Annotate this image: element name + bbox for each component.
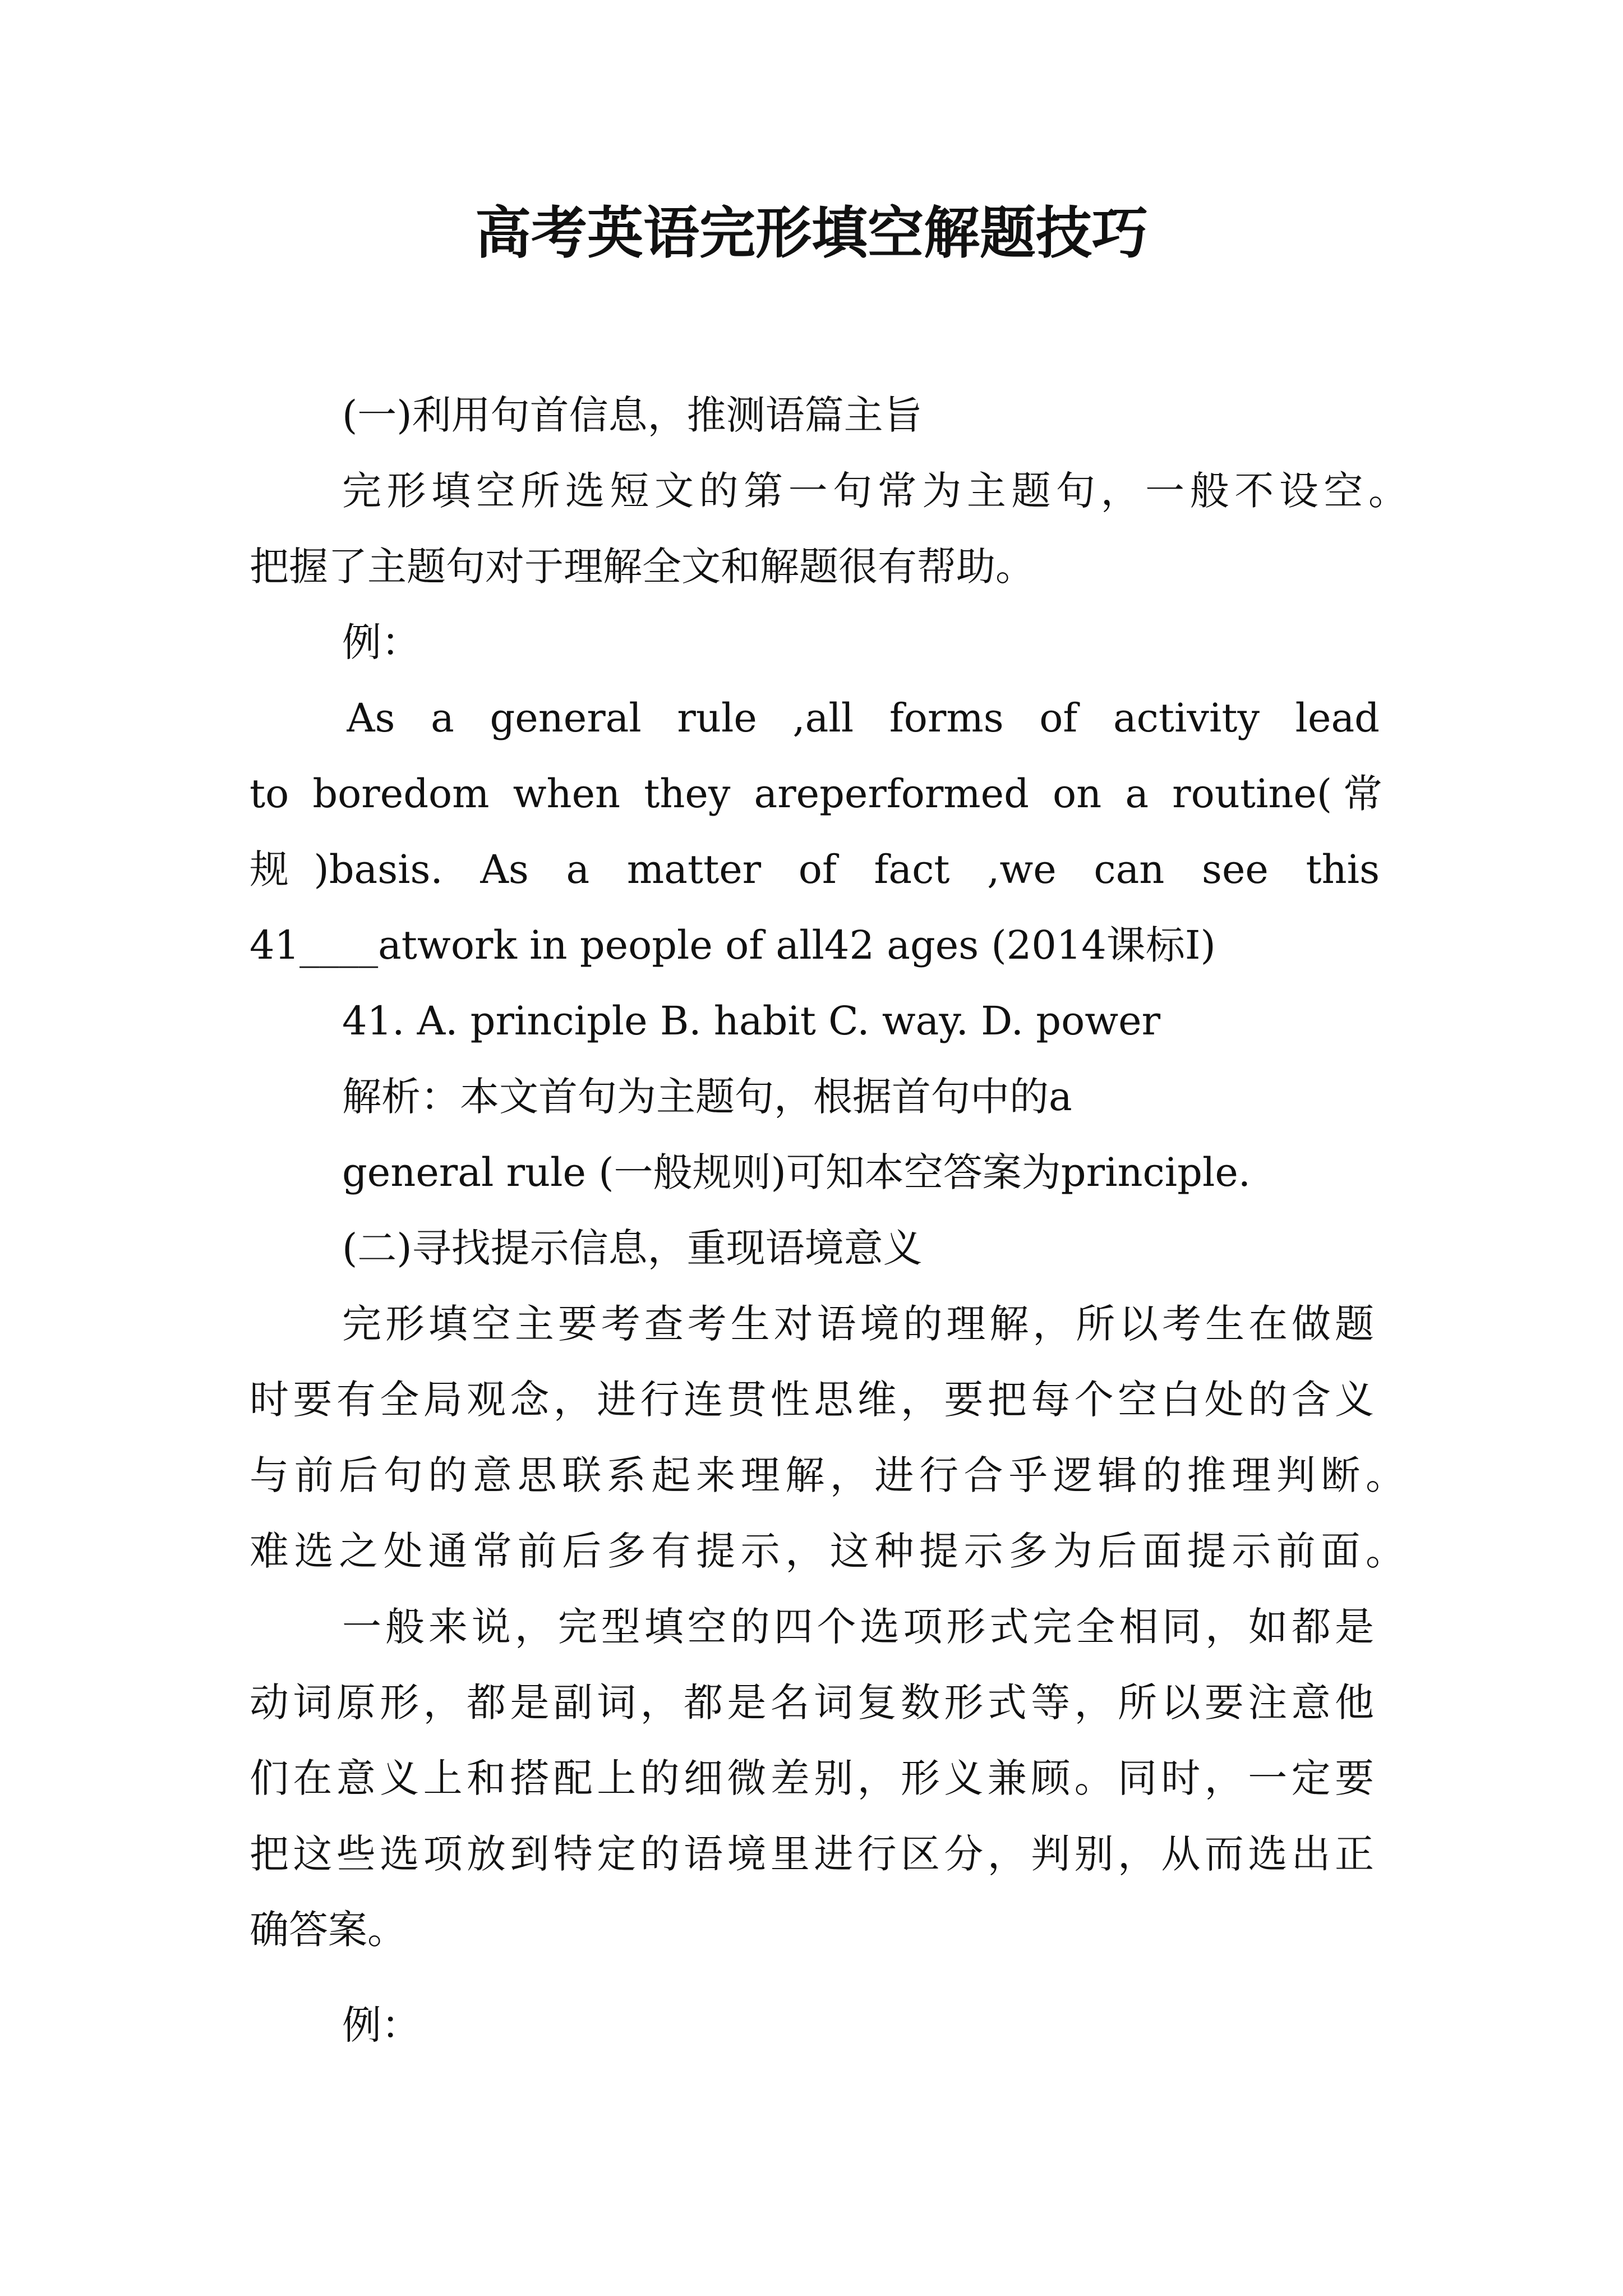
- example-line: As a general rule ,all forms of activity lead: [347, 695, 1380, 741]
- paragraph-line: 难选之处通常前后多有提示，这种提示多为后面提示前面。: [250, 1528, 1405, 1574]
- paragraph-line: 把握了主题句对于理解全文和解题很有帮助。: [250, 544, 1035, 590]
- analysis-line: general rule (一般规则)可知本空答案为principle.: [342, 1149, 1251, 1195]
- paragraph-line: 与前后句的意思联系起来理解，进行合乎逻辑的推理判断。: [250, 1452, 1405, 1498]
- paragraph-line: 确答案。: [250, 1907, 407, 1953]
- example-label: 例：: [342, 2002, 421, 2048]
- paragraph-line: 完形填空主要考查考生对语境的理解，所以考生在做题: [342, 1301, 1374, 1347]
- paragraph-line: 把这些选项放到特定的语境里进行区分，判别，从而选出正: [250, 1831, 1374, 1877]
- section-heading-2: (二)寻找提示信息，重现语境意义: [342, 1225, 923, 1271]
- document-title: 高考英语完形填空解题技巧: [475, 200, 1148, 266]
- example-line: 规)basis. As a matter of fact ,we can see this: [250, 846, 1380, 892]
- section-heading-1: (一)利用句首信息，推测语篇主旨: [342, 392, 923, 438]
- example-line: 41____atwork in people of all42 ages (2014课标I): [250, 922, 1216, 968]
- paragraph-line: 动词原形，都是副词，都是名词复数形式等，所以要注意他: [250, 1680, 1374, 1726]
- paragraph-line: 时要有全局观念，进行连贯性思维，要把每个空白处的含义: [250, 1377, 1374, 1423]
- paragraph-line: 完形填空所选短文的第一句常为主题句，一般不设空。: [342, 468, 1408, 514]
- analysis-line: 解析：本文首句为主题句，根据首句中的a: [342, 1074, 1072, 1120]
- example-label: 例：: [342, 619, 421, 665]
- paragraph-line: 们在意义上和搭配上的细微差别，形义兼顾。同时，一定要: [250, 1755, 1374, 1801]
- paragraph-line: 一般来说，完型填空的四个选项形式完全相同，如都是: [342, 1604, 1374, 1650]
- question-options: 41. A. principle B. habit C. way. D. power: [342, 998, 1161, 1044]
- example-line: to boredom when they areperformed on a routine(常: [250, 771, 1382, 817]
